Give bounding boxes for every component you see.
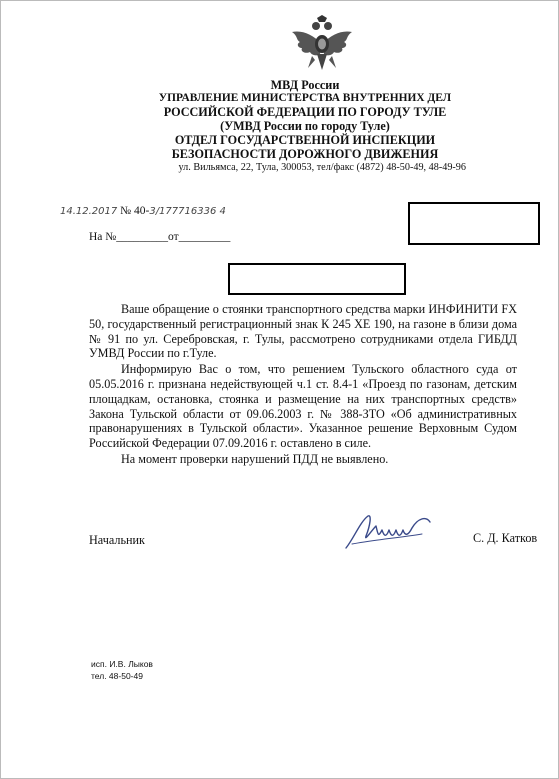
header-federation: РОССИЙСКОЙ ФЕДЕРАЦИИ ПО ГОРОДУ ТУЛЕ	[163, 105, 447, 119]
header-department: ОТДЕЛ ГОСУДАРСТВЕННОЙ ИНСПЕКЦИИ	[174, 133, 436, 147]
registration-line	[60, 205, 226, 217]
body-paragraph-2: Информирую Вас о том, что решением Тульского областного суда от 05.05.2016 г. признана недействующей ч.1 ст. 8.4-1 «Проезд по газонам, детским площадкам, остановка, стоянка и размещение на них транспортных средств» Закона Тульской области от 09.06.2003 г. № 388-ЗТО «Об административных правонарушениях в Тульской области». Указанное решение Верховным Судом Российской Федерации 07.09.2016 г. оставлено в силе.	[89, 362, 517, 451]
executor-phone: тел. 48-50-49	[91, 670, 143, 681]
header-directorate-short: (УМВД России по городу Туле)	[220, 119, 390, 133]
header-department-2: БЕЗОПАСНОСТИ ДОРОЖНОГО ДВИЖЕНИЯ	[171, 147, 439, 161]
mvd-eagle-emblem-icon	[290, 14, 354, 74]
redacted-recipient-box	[408, 202, 540, 245]
registration-number-label: № 40-	[120, 205, 150, 217]
executor-info	[91, 659, 153, 682]
letter-body	[89, 302, 517, 467]
handwritten-signature	[342, 508, 434, 553]
registration-date: 14.12.2017	[60, 206, 118, 217]
header-directorate: УПРАВЛЕНИЕ МИНИСТЕРСТВА ВНУТРЕННИХ ДЕЛ	[158, 92, 452, 104]
redacted-salutation-box	[228, 263, 406, 295]
executor-name: исп. И.В. Лыков	[91, 659, 153, 669]
signatory-name: С. Д. Катков	[473, 531, 538, 545]
body-paragraph-1: Ваше обращение о стоянки транспортного средства марки ИНФИНИТИ FX 50, государственный регистрационный знак К 245 ХЕ 190, на газоне в близи дома № 91 по ул. Серебровская, г. Тулы, рассмотрено сотрудниками отдела ГИБДД УМВД России по г.Туле.	[89, 302, 517, 361]
body-paragraph-3: На момент проверки нарушений ПДД не выявлено.	[121, 451, 389, 466]
reference-line: На №_________от_________	[89, 231, 231, 243]
header-ministry-short: МВД России	[270, 78, 340, 92]
signatory-title: Начальник	[89, 533, 145, 547]
header-address: ул. Вильямса, 22, Тула, 300053, тел/факс (4872) 48-50-49, 48-49-96	[178, 162, 466, 173]
registration-number: 3/177716336 4	[149, 206, 226, 217]
